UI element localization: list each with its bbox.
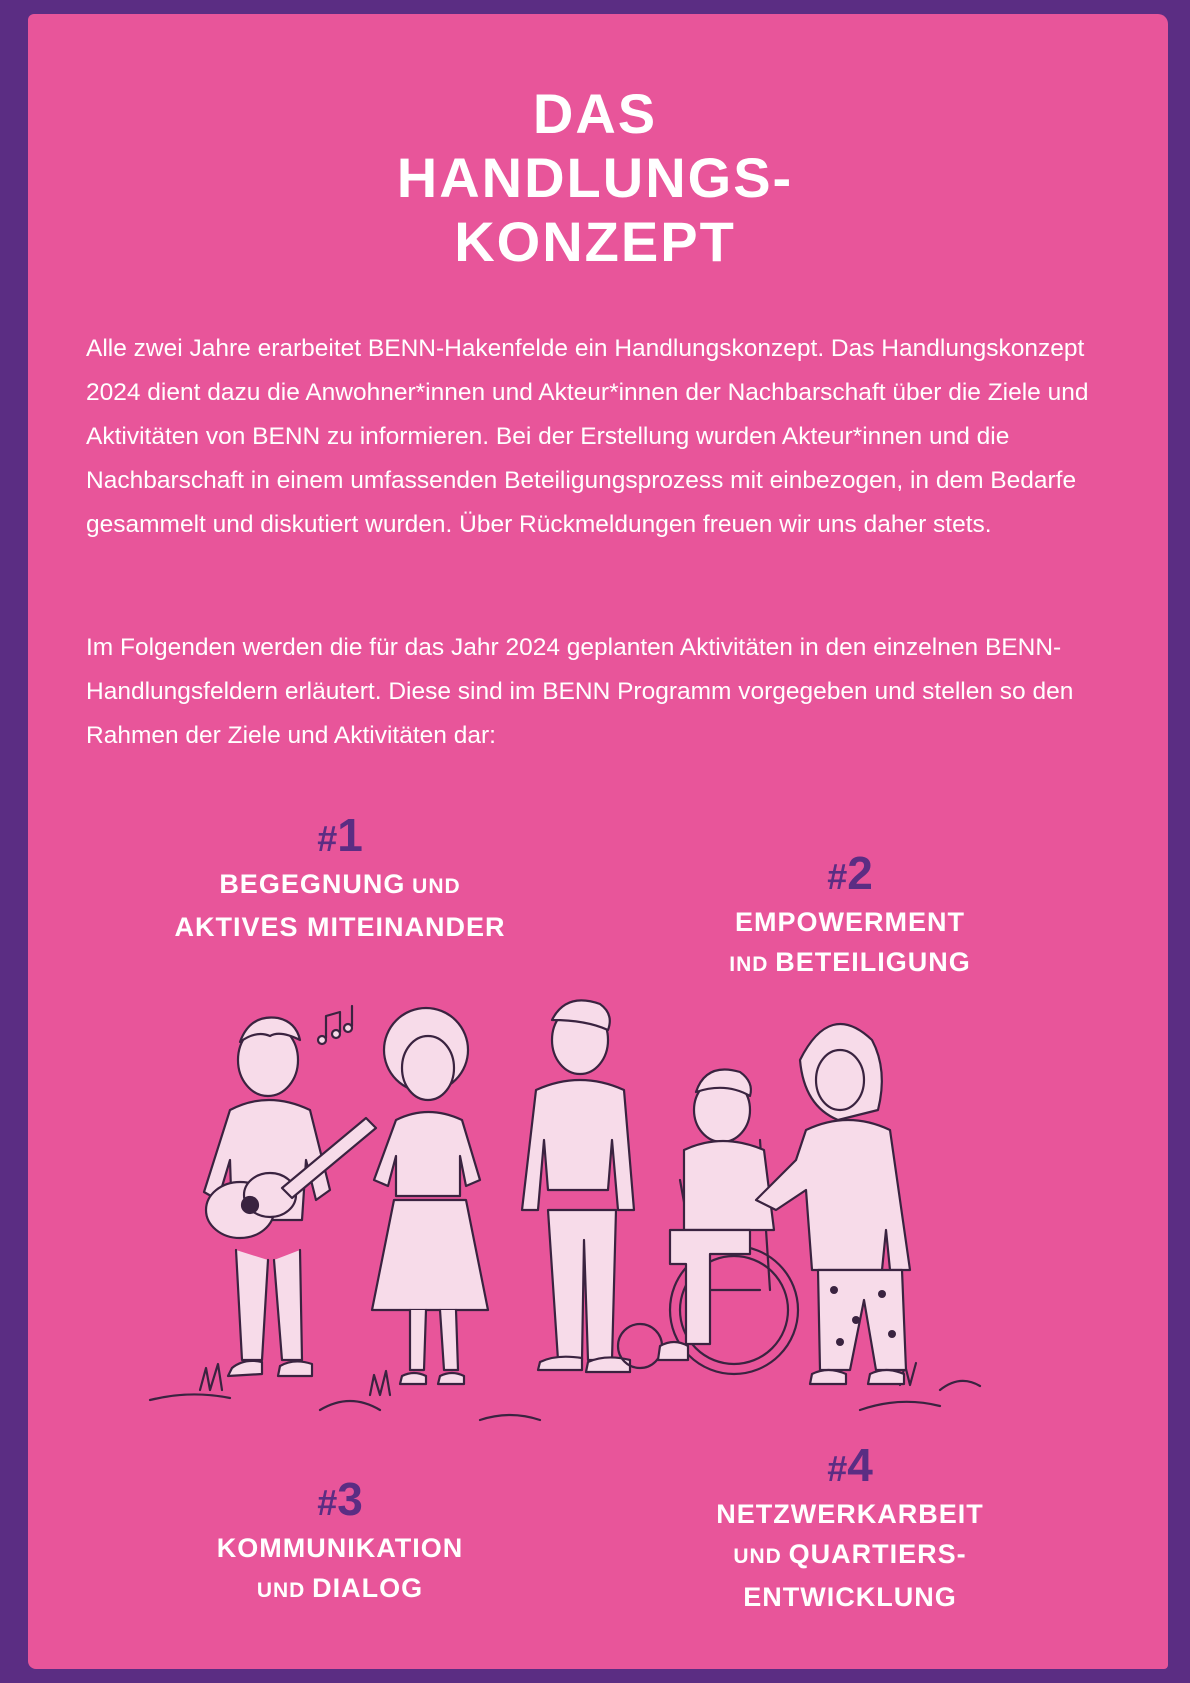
title-line-2: HANDLUNGS- <box>396 146 794 209</box>
field-1 <box>140 810 540 947</box>
field-2-line-2: IND BETEILIGUNG <box>729 947 971 977</box>
intro-paragraph-1: Alle zwei Jahre erarbeitet BENN-Hakenfelde ein Handlungskonzept. Das Handlungskonzept 2024 dient dazu die Anwohner*innen und Akteur*innen der Nachbarschaft über die Ziele und Aktivitäten von BENN zu informieren. Bei der Erstellung wurden Akteur*innen und die Nachbarschaft in einem umfassenden Beteiligungsprozess mit einbezogen, in dem Bedarfe gesammelt und diskutiert wurden. Über Rückmeldungen freuen wir uns daher stets. <box>86 335 1089 538</box>
field-4-line-2: UND QUARTIERS- <box>733 1539 967 1569</box>
field-3-line-1: KOMMUNIKATION <box>216 1533 464 1563</box>
field-4-number: #4 <box>827 1439 873 1491</box>
title-line-1: DAS <box>532 82 658 145</box>
field-1-line-2: AKTIVES MITEINANDER <box>174 912 506 942</box>
field-1-number: #1 <box>317 809 363 861</box>
field-1-line-1: BEGEGNUNG UND <box>219 869 461 899</box>
field-2-line-1: EMPOWERMENT <box>735 907 965 937</box>
field-2-number: #2 <box>827 847 873 899</box>
field-3-line-2: UND DIALOG <box>256 1573 424 1603</box>
field-4 <box>680 1440 1020 1617</box>
field-4-line-1: NETZWERKARBEIT <box>716 1499 984 1529</box>
field-2 <box>690 848 1010 985</box>
wheelchair-user-figure <box>618 1070 798 1375</box>
guitarist-figure <box>204 1018 376 1377</box>
intro-paragraph-2: Im Folgenden werden die für das Jahr 2024 geplanten Aktivitäten in den einzelnen BENN-Handlungsfeldern erläutert. Diese sind im BENN Programm vorgegeben und stellen so den Rahmen der Ziele und Aktivitäten dar: <box>86 634 1074 749</box>
headscarf-woman-figure <box>756 1024 910 1384</box>
group-of-neighbours-illustration <box>140 990 1040 1450</box>
standing-man-figure <box>522 1000 634 1372</box>
page-title <box>0 82 1190 274</box>
title-line-3: KONZEPT <box>454 210 736 273</box>
curly-haired-woman-figure <box>372 1008 488 1384</box>
field-4-line-3: ENTWICKLUNG <box>743 1582 957 1612</box>
field-3-number: #3 <box>317 1473 363 1525</box>
field-3 <box>170 1474 510 1611</box>
